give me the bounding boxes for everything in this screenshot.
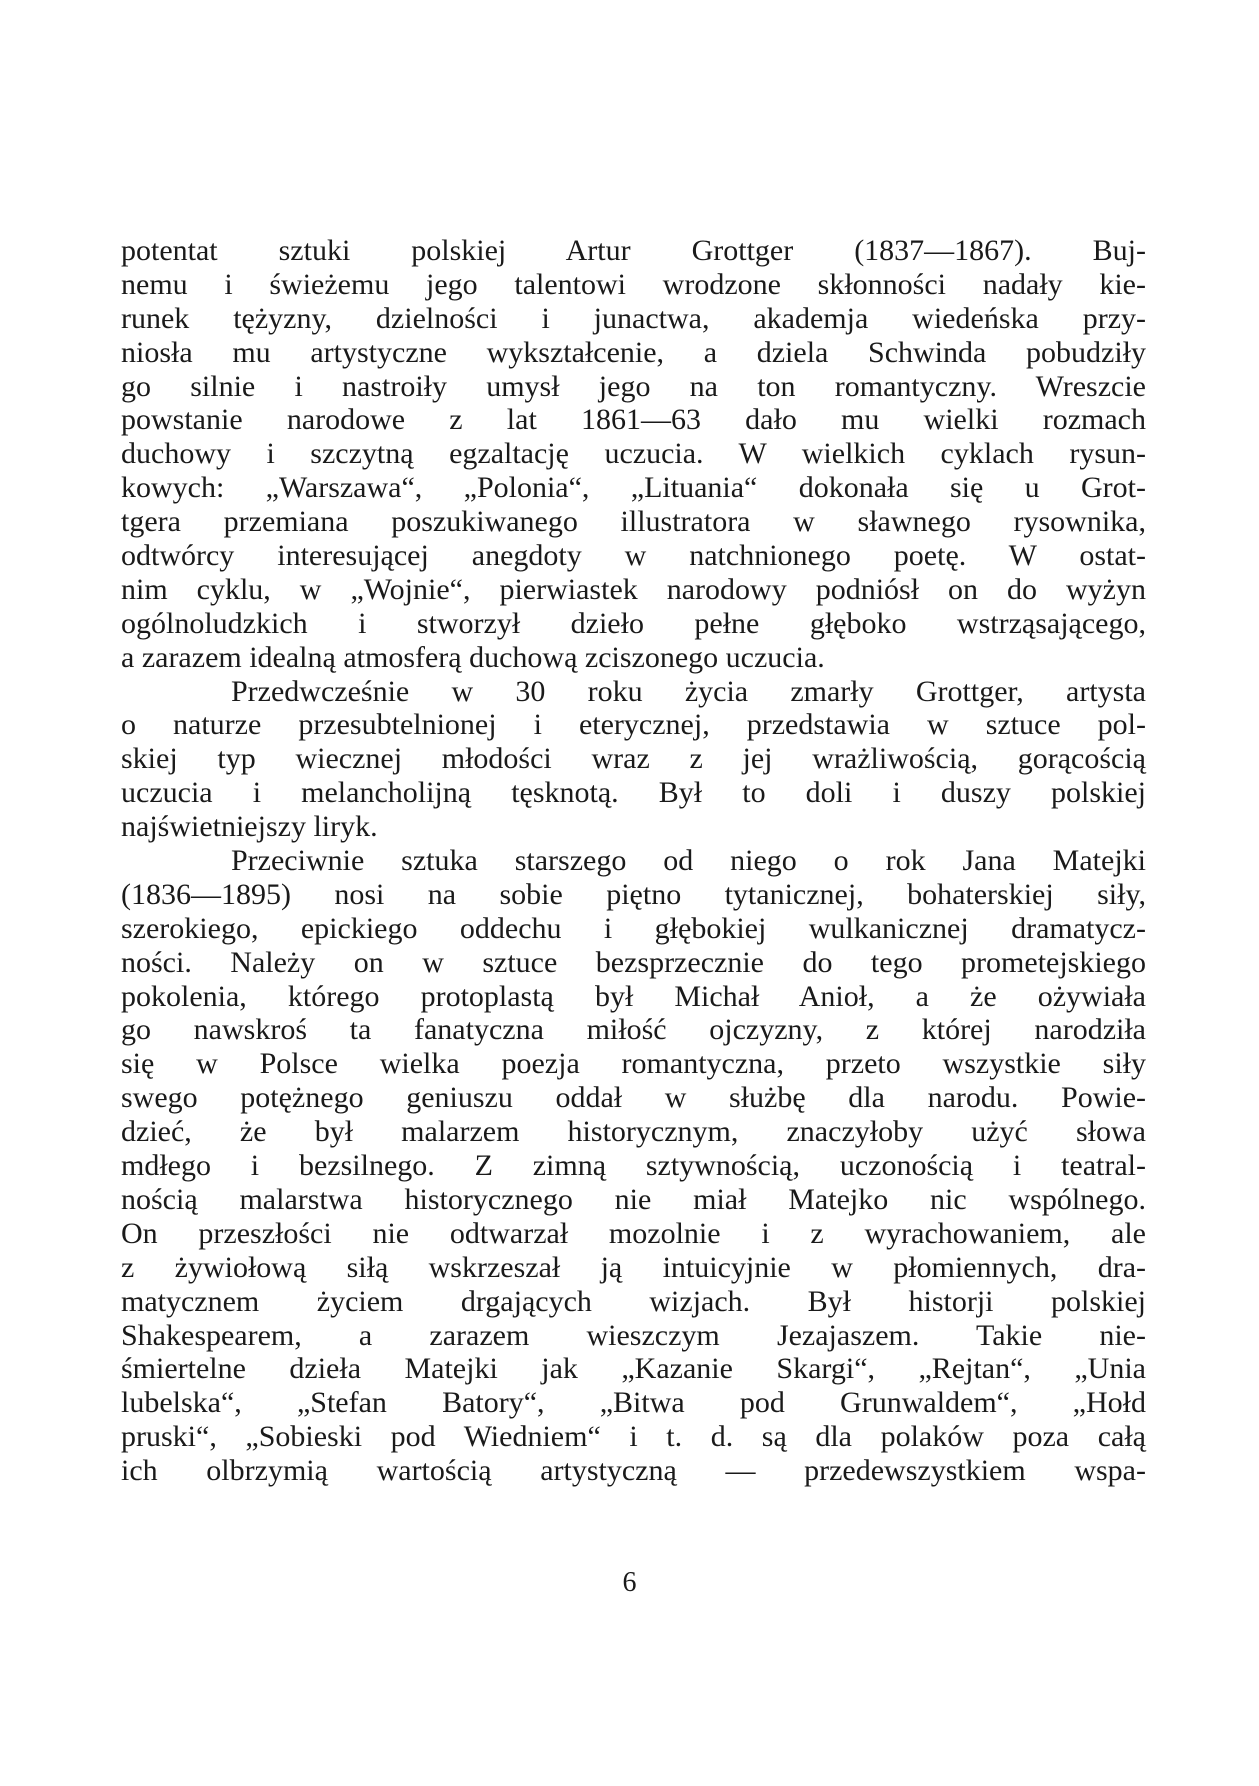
paragraph-end-line: a zarazem idealną atmosferą duchową zciszonego uczucia. xyxy=(121,640,825,674)
text-line: ności. Należy on w sztuce bezsprzecznie do tego prometejskiego xyxy=(121,945,1146,979)
text-line: skiej typ wiecznej młodości wraz z jej wrażliwością, gorącością xyxy=(121,742,1146,776)
text-line: z żywiołową siłą wskrzeszał ją intuicyjnie w płomiennych, dra- xyxy=(121,1250,1146,1284)
text-line: niosła mu artystyczne wykształcenie, a dziela Schwinda pobudziły xyxy=(121,335,1146,369)
page-number: 6 xyxy=(622,1567,637,1598)
text-line: nemu i świeżemu jego talentowi wrodzone skłonności nadały kie- xyxy=(121,267,1146,301)
text-line: odtwórcy interesującej anegdoty w natchnionego poetę. W ostat- xyxy=(121,539,1146,573)
text-line: pokolenia, którego protoplastą był Michał Anioł, a że ożywiała xyxy=(121,979,1146,1013)
text-line: kowych: „Warszawa“, „Polonia“, „Lituania“ dokonała się u Grot- xyxy=(121,471,1146,505)
text-line: ich olbrzymią wartością artystyczną — przedewszystkiem wspa- xyxy=(121,1454,1146,1488)
text-line: potentat sztuki polskiej Artur Grottger (1837—1867). Buj- xyxy=(121,234,1146,267)
paragraph-end-line: najświetniejszy liryk. xyxy=(121,810,378,844)
text-line: mdłego i bezsilnego. Z zimną sztywnością, uczonością i teatral- xyxy=(121,1149,1146,1183)
text-line: dzieć, że był malarzem historycznym, znaczyłoby użyć słowa xyxy=(121,1115,1146,1149)
paragraph-start-line: Przedwcześnie w 30 roku życia zmarły Grottger, artysta xyxy=(231,674,1146,708)
paragraph-start-line: Przeciwnie sztuka starszego od niego o rok Jana Matejki xyxy=(231,844,1146,878)
text-line: duchowy i szczytną egzaltację uczucia. W wielkich cyklach rysun- xyxy=(121,437,1146,471)
text-line: tgera przemiana poszukiwanego illustratora w sławnego rysownika, xyxy=(121,505,1146,539)
text-line: swego potężnego geniuszu oddał w służbę dla narodu. Powie- xyxy=(121,1081,1146,1115)
text-line: pruski“, „Sobieski pod Wiedniem“ i t. d. są dla polaków poza całą xyxy=(121,1420,1146,1454)
text-line: się w Polsce wielka poezja romantyczna, przeto wszystkie siły xyxy=(121,1047,1146,1081)
text-line: uczucia i melancholijną tęsknotą. Był to doli i duszy polskiej xyxy=(121,776,1146,810)
text-line: go nawskroś ta fanatyczna miłość ojczyzny, z której narodziła xyxy=(121,1013,1146,1047)
text-line: Shakespearem, a zarazem wieszczym Jezajaszem. Takie nie- xyxy=(121,1318,1146,1352)
text-line: matycznem życiem drgających wizjach. Był historji polskiej xyxy=(121,1284,1146,1318)
text-line: On przeszłości nie odtwarzał mozolnie i z wyrachowaniem, ale xyxy=(121,1216,1146,1250)
text-line: lubelska“, „Stefan Batory“, „Bitwa pod Grunwaldem“, „Hołd xyxy=(121,1386,1146,1420)
text-line: śmiertelne dzieła Matejki jak „Kazanie Skargi“, „Rejtan“, „Unia xyxy=(121,1352,1146,1386)
text-line: (1836—1895) nosi na sobie piętno tytanicznej, bohaterskiej siły, xyxy=(121,877,1146,911)
text-line: nim cyklu, w „Wojnie“, pierwiastek narodowy podniósł on do wyżyn xyxy=(121,572,1146,606)
text-line: powstanie narodowe z lat 1861—63 dało mu wielki rozmach xyxy=(121,403,1146,437)
text-line: nością malarstwa historycznego nie miał Matejko nic wspólnego. xyxy=(121,1182,1146,1216)
body-text xyxy=(121,234,1146,1488)
text-line: go silnie i nastroiły umysł jego na ton romantyczny. Wreszcie xyxy=(121,369,1146,403)
text-line: runek tężyzny, dzielności i junactwa, akademja wiedeńska przy- xyxy=(121,301,1146,335)
text-line: o naturze przesubtelnionej i eterycznej, przedstawia w sztuce pol- xyxy=(121,708,1146,742)
text-line: ogólnoludzkich i stworzył dzieło pełne głęboko wstrząsającego, xyxy=(121,606,1146,640)
text-line: szerokiego, epickiego oddechu i głębokiej wulkanicznej dramatycz- xyxy=(121,911,1146,945)
